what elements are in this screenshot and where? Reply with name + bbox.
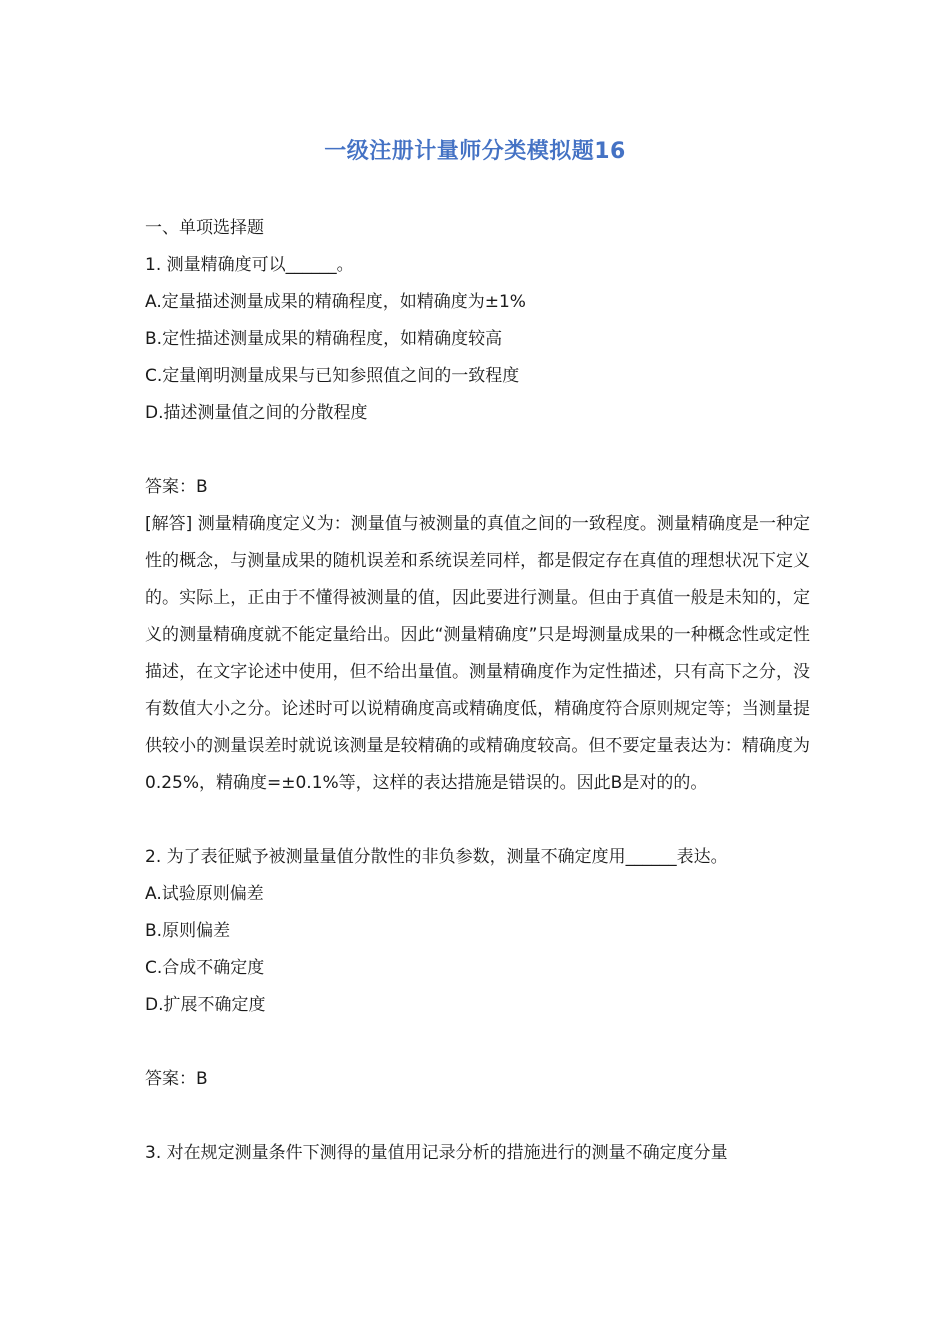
spacer — [145, 432, 810, 469]
page-title: 一级注册计量师分类模拟题16 — [324, 139, 626, 164]
spacer — [145, 1024, 810, 1061]
option-a: A.定量描述测量成果的精确程度，如精确度为±1% — [145, 292, 526, 312]
spacer — [145, 802, 810, 839]
question-2 — [145, 839, 810, 1098]
option-c: C.合成不确定度 — [145, 958, 265, 978]
question-stem: 1. 测量精确度可以______。 — [145, 255, 354, 275]
option-a: A.试验原则偏差 — [145, 884, 264, 904]
question-3 — [145, 1135, 810, 1172]
explanation: [解答] 测量精确度定义为：测量值与被测量的真值之间的一致程度。测量精确度是一种定性的概念，与测量成果的随机误差和系统误差同样，都是假定存在真值的理想状况下定义的。实际上，正由于不懂得被测量的值，因此要进行测量。但由于真值一般是未知的，定义的测量精确度就不能定量给出。因此“测量精确度”只是坶测量成果的一种概念性或定性描述，在文字论述中使用，但不给出量值。测量精确度作为定性描述，只有高下之分，没有数值大小之分。论述时可以说精确度高或精确度低，精确度符合原则规定等；当测量提供较小的测量误差时就说该测量是较精确的或精确度较高。但不要定量表达为：精确度为0.25%，精确度=±0.1%等，这样的表达措施是错误的。因此B是对的的。 — [145, 514, 810, 793]
option-c: C.定量阐明测量成果与已知参照值之间的一致程度 — [145, 366, 520, 386]
answer: 答案：B — [145, 477, 208, 497]
question-1 — [145, 247, 810, 802]
option-b: B.原则偏差 — [145, 921, 231, 941]
question-stem: 3. 对在规定测量条件下测得的量值用记录分析的措施进行的测量不确定度分量 — [145, 1143, 728, 1163]
option-b: B.定性描述测量成果的精确程度，如精确度较高 — [145, 329, 503, 349]
section-heading: 一、单项选择题 — [145, 218, 264, 238]
answer: 答案：B — [145, 1069, 208, 1089]
question-stem: 2. 为了表征赋予被测量量值分散性的非负参数，测量不确定度用______表达。 — [145, 847, 728, 867]
option-d: D.描述测量值之间的分散程度 — [145, 403, 368, 423]
spacer — [145, 1098, 810, 1135]
document-body — [145, 210, 810, 1172]
option-d: D.扩展不确定度 — [145, 995, 266, 1015]
